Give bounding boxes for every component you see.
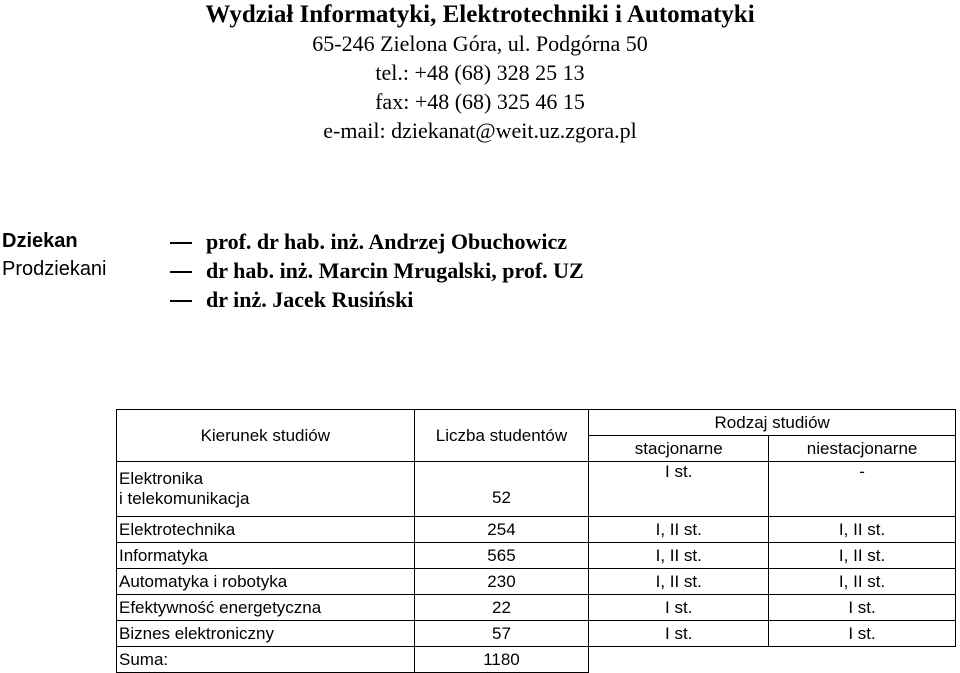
faculty-fax: fax: +48 (68) 325 46 15 bbox=[375, 89, 585, 114]
vice-dean-1-text: dr hab. inż. Marcin Mrugalski, prof. UZ bbox=[206, 258, 584, 283]
stationary-cell: I st. bbox=[589, 462, 769, 517]
dean-name-text: prof. dr hab. inż. Andrzej Obuchowicz bbox=[206, 229, 567, 254]
header-study-type: Rodzaj studiów bbox=[589, 410, 956, 436]
nonstationary-cell: I st. bbox=[769, 621, 956, 647]
count-cell: 254 bbox=[414, 517, 589, 543]
count-cell: 230 bbox=[414, 569, 589, 595]
nonstationary-cell: I st. bbox=[769, 595, 956, 621]
dean-name bbox=[170, 229, 567, 255]
stationary-cell: I, II st. bbox=[589, 569, 769, 595]
stationary-cell: I, II st. bbox=[589, 543, 769, 569]
nonstationary-cell: I, II st. bbox=[769, 543, 956, 569]
field-cell bbox=[117, 462, 415, 517]
table-row bbox=[117, 543, 956, 569]
count-cell: 57 bbox=[414, 621, 589, 647]
table-row bbox=[117, 517, 956, 543]
nonstationary-cell: I, II st. bbox=[769, 517, 956, 543]
header-stationary: stacjonarne bbox=[589, 436, 769, 462]
table-row bbox=[117, 569, 956, 595]
header-count: Liczba studentów bbox=[414, 410, 589, 462]
faculty-email: e-mail: dziekanat@weit.uz.zgora.pl bbox=[323, 118, 637, 143]
dean-label: Dziekan bbox=[2, 230, 78, 252]
table-header-row bbox=[117, 410, 956, 436]
field-line-1: Elektronika bbox=[119, 469, 204, 488]
dash-icon bbox=[170, 300, 192, 302]
count-cell: 52 bbox=[414, 462, 589, 517]
dash-icon bbox=[170, 242, 192, 244]
vice-deans-label: Prodziekani bbox=[2, 258, 107, 280]
faculty-header bbox=[0, 0, 960, 145]
table-row bbox=[117, 621, 956, 647]
nonstationary-cell: - bbox=[769, 462, 956, 517]
vice-dean-1 bbox=[170, 258, 584, 284]
field-cell: Biznes elektroniczny bbox=[117, 621, 415, 647]
table-row bbox=[117, 595, 956, 621]
field-cell: Efektywność energetyczna bbox=[117, 595, 415, 621]
field-line-2: i telekomunikacja bbox=[119, 489, 250, 508]
header-field: Kierunek studiów bbox=[117, 410, 415, 462]
dash-icon bbox=[170, 271, 192, 273]
nonstationary-cell: I, II st. bbox=[769, 569, 956, 595]
vice-dean-2 bbox=[170, 287, 413, 313]
students-table bbox=[116, 409, 956, 673]
sum-label: Suma: bbox=[117, 647, 415, 673]
vice-dean-2-text: dr inż. Jacek Rusiński bbox=[206, 287, 414, 312]
stationary-cell: I st. bbox=[589, 595, 769, 621]
stationary-cell: I st. bbox=[589, 621, 769, 647]
faculty-address: 65-246 Zielona Góra, ul. Podgórna 50 bbox=[312, 31, 648, 56]
count-cell: 22 bbox=[414, 595, 589, 621]
field-cell: Informatyka bbox=[117, 543, 415, 569]
header-nonstationary: niestacjonarne bbox=[769, 436, 956, 462]
table-row bbox=[117, 462, 956, 517]
field-cell: Elektrotechnika bbox=[117, 517, 415, 543]
faculty-title: Wydział Informatyki, Elektrotechniki i Automatyki bbox=[205, 1, 755, 28]
field-cell: Automatyka i robotyka bbox=[117, 569, 415, 595]
sum-value: 1180 bbox=[414, 647, 589, 673]
count-cell: 565 bbox=[414, 543, 589, 569]
faculty-tel: tel.: +48 (68) 328 25 13 bbox=[375, 60, 585, 85]
stationary-cell: I, II st. bbox=[589, 517, 769, 543]
